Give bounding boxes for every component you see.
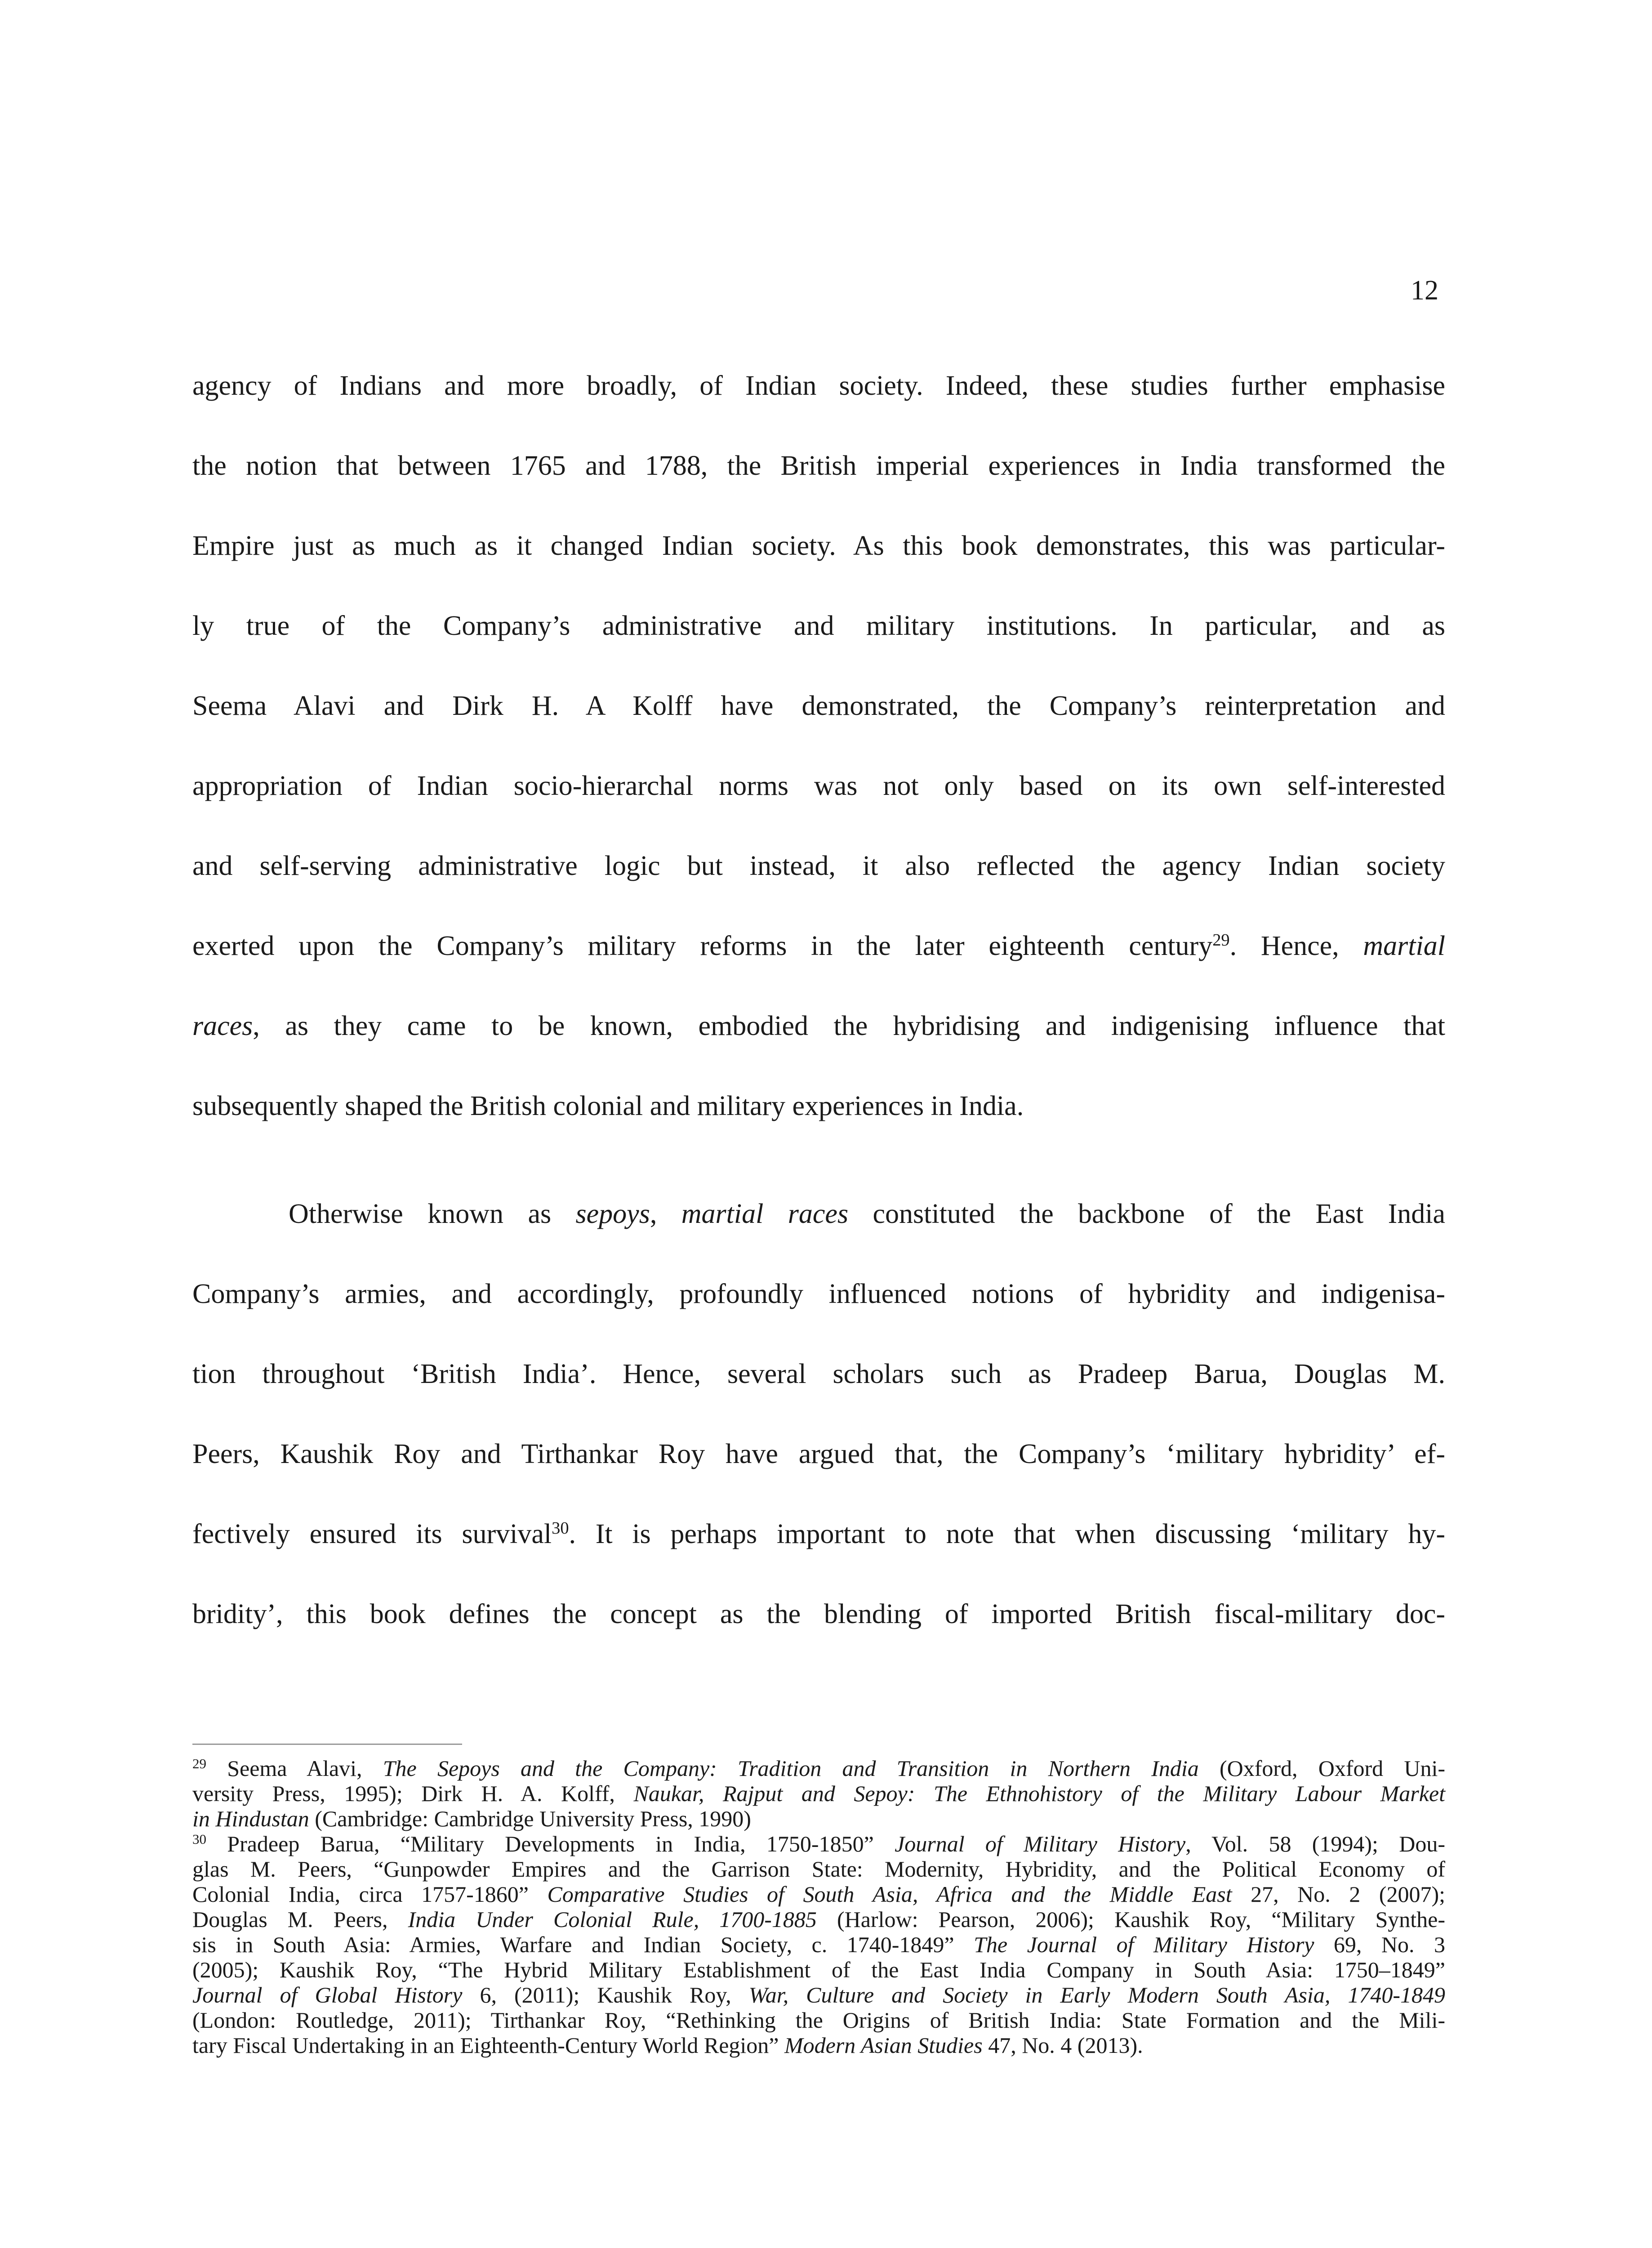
footnote-divider <box>192 1744 462 1745</box>
footnote-line: tary Fiscal Undertaking in an Eighteenth-Century World Region” Modern Asian Studies 47, No. 4 (2013). <box>192 2033 1143 2058</box>
footnote-line: (2005); Kaushik Roy, “The Hybrid Military Establishment of the East India Company in South Asia: 1750–1849” <box>192 1957 1445 1982</box>
text-line: the notion that between 1765 and 1788, the British imperial experiences in India transformed the <box>192 450 1445 481</box>
text-line: Seema Alavi and Dirk H. A Kolff have demonstrated, the Company’s reinterpretation and <box>192 691 1445 721</box>
text-line: Company’s armies, and accordingly, profoundly influenced notions of hybridity and indigenisa- <box>192 1279 1445 1309</box>
page-number: 12 <box>1411 275 1438 306</box>
text-line: agency of Indians and more broadly, of Indian society. Indeed, these studies further emphasise <box>192 370 1445 401</box>
text-line: races, as they came to be known, embodied the hybridising and indigenising influence that <box>192 1011 1445 1041</box>
text-line: subsequently shaped the British colonial and military experiences in India. <box>192 1091 1024 1121</box>
text-line: Peers, Kaushik Roy and Tirthankar Roy have argued that, the Company’s ‘military hybridity’ ef- <box>192 1439 1445 1469</box>
footnote-line: sis in South Asia: Armies, Warfare and Indian Society, c. 1740-1849” The Journal of Military History 69, No. 3 <box>192 1932 1445 1957</box>
footnote-ref-29[interactable]: 29 <box>1212 930 1230 950</box>
footnote-line: versity Press, 1995); Dirk H. A. Kolff, Naukar, Rajput and Sepoy: The Ethnohistory of the Military Labour Market <box>192 1781 1445 1806</box>
text-line: and self-serving administrative logic but instead, it also reflected the agency Indian society <box>192 851 1445 881</box>
text-line: appropriation of Indian socio-hierarchal norms was not only based on its own self-interested <box>192 771 1445 801</box>
text-line: Empire just as much as it changed Indian society. As this book demonstrates, this was particular- <box>192 531 1445 561</box>
footnote-line: in Hindustan (Cambridge: Cambridge University Press, 1990) <box>192 1806 751 1831</box>
footnote-line: Colonial India, circa 1757-1860” Comparative Studies of South Asia, Africa and the Middle East 27, No. 2 (2007); <box>192 1882 1445 1907</box>
text-line: bridity’, this book defines the concept as the blending of imported British fiscal-military doc- <box>192 1599 1445 1629</box>
text-line: fectively ensured its survival$^{30}$. It is perhaps important to note that when discussing ‘military hy- <box>192 1518 1446 1549</box>
footnote-line: $^{30}$ Pradeep Barua, “Military Developments in India, 1750-1850” Journal of Military History, Vol. 58 (1994); Dou- <box>192 1831 1445 1856</box>
text-line: tion throughout ‘British India’. Hence, several scholars such as Pradeep Barua, Douglas M. <box>192 1359 1445 1389</box>
footnote-line: Douglas M. Peers, India Under Colonial Rule, 1700-1885 (Harlow: Pearson, 2006); Kaushik Roy, “Military Synthe- <box>192 1907 1445 1932</box>
text-line: Otherwise known as sepoys, martial races constituted the backbone of the East India <box>289 1199 1445 1229</box>
footnote-line: Journal of Global History 6, (2011); Kaushik Roy, War, Culture and Society in Early Modern South Asia, 1740-1849 <box>192 1982 1446 2007</box>
footnote-ref-30[interactable]: 30 <box>552 1518 569 1538</box>
footnote-line: glas M. Peers, “Gunpowder Empires and the Garrison State: Modernity, Hybridity, and the Political Economy of <box>192 1856 1445 1882</box>
footnote-line: $^{29}$ Seema Alavi, The Sepoys and the Company: Tradition and Transition in Northern India (Oxford, Oxford Uni- <box>192 1755 1445 1781</box>
text-line: exerted upon the Company’s military reforms in the later eighteenth century$^{29}$. Hence, martial <box>192 930 1445 961</box>
text-line: ly true of the Company’s administrative and military institutions. In particular, and as <box>192 611 1445 641</box>
footnote-line: (London: Routledge, 2011); Tirthankar Roy, “Rethinking the Origins of British India: State Formation and the Mili- <box>192 2007 1445 2033</box>
